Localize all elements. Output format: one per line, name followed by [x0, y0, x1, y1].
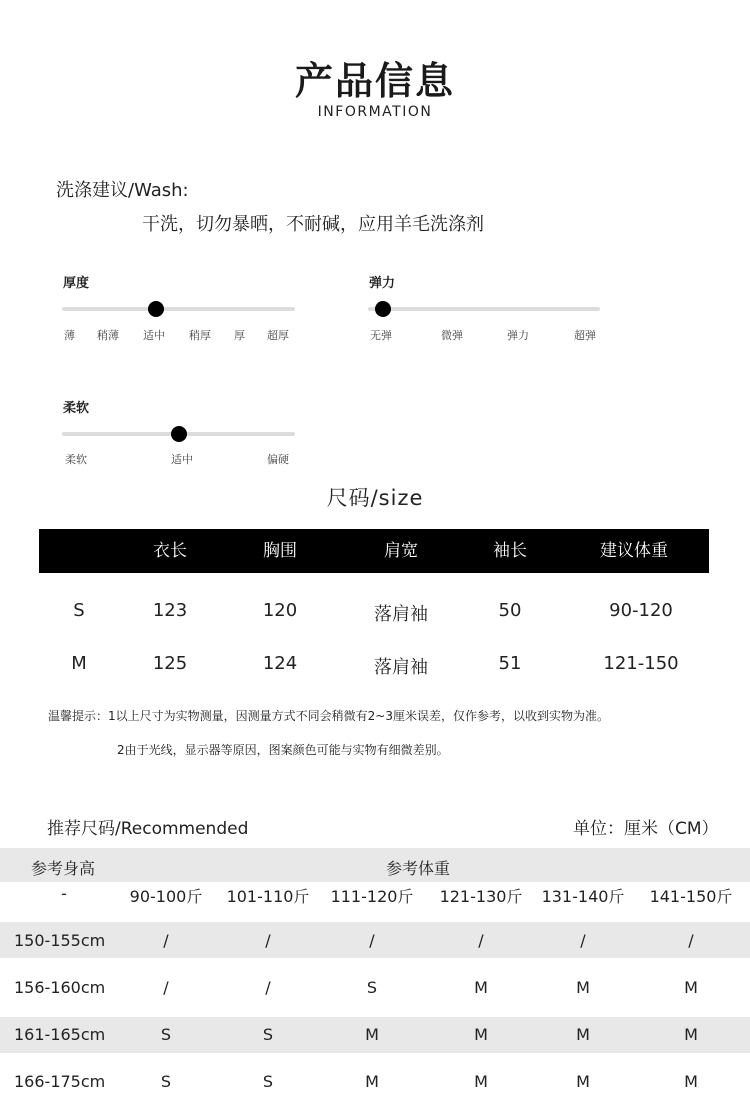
note-line-2: 2由于光线，显示器等原因，图案颜色可能与实物有细微差别。: [117, 743, 449, 757]
header-length: 衣长: [153, 541, 187, 561]
weight-range: 90-100斤: [129, 887, 203, 906]
softness-indicator: [171, 426, 187, 442]
wash-label: 洗涤建议/Wash:: [56, 180, 189, 201]
elasticity-tick: 微弹: [441, 329, 463, 342]
thickness-indicator: [148, 301, 164, 317]
size-cell: M: [576, 1025, 590, 1044]
weight-header: 参考体重: [386, 859, 451, 878]
weight-range: 111-120斤: [330, 887, 414, 906]
size-label: S: [73, 600, 85, 621]
elasticity-tick: 超弹: [574, 329, 596, 342]
height-cell: 161-165cm: [14, 1025, 106, 1044]
size-cell: 落肩袖: [374, 604, 428, 625]
header-chest: 胸围: [263, 541, 297, 561]
size-table-header: [39, 529, 709, 573]
recommend-row: [0, 1017, 750, 1053]
softness-tick: 柔软: [65, 453, 87, 466]
size-cell: /: [265, 978, 271, 997]
size-cell: M: [576, 978, 590, 997]
size-cell: /: [478, 931, 484, 950]
size-cell: 124: [262, 653, 298, 674]
recommend-row: [0, 922, 750, 958]
height-cell: 156-160cm: [14, 978, 106, 997]
header-weight: 建议体重: [600, 541, 668, 561]
size-cell: M: [684, 1025, 698, 1044]
size-cell: /: [265, 931, 271, 950]
size-cell: /: [688, 931, 694, 950]
thickness-tick: 稍厚: [189, 329, 211, 342]
size-cell: 落肩袖: [374, 657, 428, 678]
size-cell: M: [576, 1072, 590, 1091]
size-cell: M: [474, 1025, 488, 1044]
header-shoulder: 肩宽: [384, 541, 418, 561]
thickness-tick: 稍薄: [97, 329, 119, 342]
size-cell: 121-150: [603, 653, 679, 674]
size-cell: S: [160, 1025, 172, 1044]
size-cell: /: [369, 931, 375, 950]
page-subtitle: INFORMATION: [317, 104, 433, 120]
size-cell: M: [474, 1072, 488, 1091]
size-cell: S: [160, 1072, 172, 1091]
weight-range: 101-110斤: [226, 887, 310, 906]
corner-cell: -: [61, 884, 67, 903]
recommend-header-band: [0, 848, 750, 882]
size-cell: S: [262, 1072, 274, 1091]
size-table-title: 尺码/size: [326, 486, 424, 510]
weight-range: 131-140斤: [541, 887, 625, 906]
size-cell: /: [163, 978, 169, 997]
softness-tick: 适中: [171, 453, 193, 466]
size-cell: S: [366, 978, 378, 997]
thickness-tick: 厚: [234, 329, 245, 342]
softness-tick: 偏硬: [267, 453, 289, 466]
size-cell: /: [580, 931, 586, 950]
size-cell: M: [684, 978, 698, 997]
weight-range: 141-150斤: [649, 887, 733, 906]
size-cell: M: [365, 1025, 379, 1044]
thickness-tick: 适中: [143, 329, 165, 342]
elasticity-indicator: [375, 301, 391, 317]
height-cell: 150-155cm: [14, 931, 106, 950]
size-cell: S: [262, 1025, 274, 1044]
elasticity-track: [368, 307, 600, 311]
softness-title: 柔软: [63, 401, 90, 416]
elasticity-tick: 无弹: [370, 329, 392, 342]
thickness-tick: 薄: [64, 329, 75, 342]
recommend-row: [0, 970, 750, 1006]
elasticity-tick: 弹力: [507, 329, 529, 342]
weight-range-row: [0, 882, 750, 922]
height-header: 参考身高: [31, 859, 96, 878]
size-cell: 51: [498, 653, 522, 674]
recommended-label: 推荐尺码/Recommended: [47, 819, 249, 839]
wash-instructions: 干洗，切勿暴晒，不耐碱，应用羊毛洗涤剂: [142, 214, 484, 235]
unit-label: 单位：厘米（CM）: [573, 819, 719, 839]
size-cell: 90-120: [609, 600, 673, 621]
recommend-row: [0, 1064, 750, 1100]
thickness-title: 厚度: [63, 276, 90, 291]
size-label: M: [71, 653, 87, 674]
note-line-1: 温馨提示：1以上尺寸为实物测量，因测量方式不同会稍微有2~3厘米误差，仅作参考，以收到实物为准。: [48, 709, 609, 723]
height-cell: 166-175cm: [14, 1072, 106, 1091]
header-sleeve: 袖长: [493, 541, 527, 561]
thickness-tick: 超厚: [267, 329, 289, 342]
size-cell: 50: [498, 600, 522, 621]
elasticity-title: 弹力: [369, 276, 396, 291]
size-cell: 120: [262, 600, 298, 621]
size-cell: 123: [152, 600, 188, 621]
size-cell: M: [474, 978, 488, 997]
size-cell: /: [163, 931, 169, 950]
weight-range: 121-130斤: [439, 887, 523, 906]
size-cell: M: [684, 1072, 698, 1091]
page-title: 产品信息: [294, 59, 455, 103]
thickness-track: [62, 307, 295, 311]
size-cell: M: [365, 1072, 379, 1091]
size-cell: 125: [152, 653, 188, 674]
